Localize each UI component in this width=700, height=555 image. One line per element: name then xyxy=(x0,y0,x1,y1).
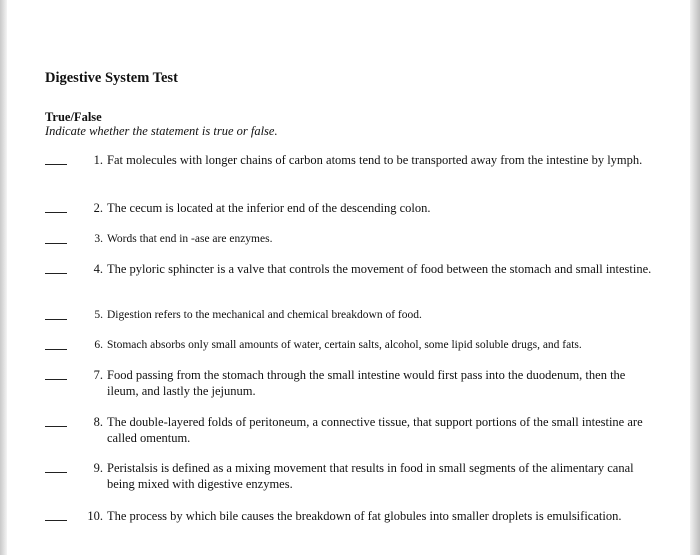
question-text: Fat molecules with longer chains of carbon atoms tend to be transported away from the intestine by lymph. xyxy=(107,153,643,167)
question-number: 7. xyxy=(93,368,103,382)
answer-blank[interactable] xyxy=(45,319,67,320)
question-text: The double-layered folds of peritoneum, a connective tissue, that support portions of the small intestine are called omentum. xyxy=(107,415,643,445)
question-number: 6. xyxy=(94,339,103,351)
page-edge-right xyxy=(690,0,700,555)
question-text: The process by which bile causes the breakdown of fat globules into smaller droplets is emulsification. xyxy=(107,509,622,523)
question-number: 5. xyxy=(94,309,103,321)
question-text: Food passing from the stomach through the small intestine would first pass into the duodenum, then the ileum, and lastly the jejunum. xyxy=(107,368,626,398)
question-number: 4. xyxy=(93,262,103,276)
answer-blank[interactable] xyxy=(45,349,67,350)
question-number: 2. xyxy=(93,201,103,215)
answer-blank[interactable] xyxy=(45,379,67,380)
answer-blank[interactable] xyxy=(45,164,67,165)
question-text: Stomach absorbs only small amounts of water, certain salts, alcohol, some lipid soluble drugs, and fats. xyxy=(107,339,582,351)
question-number: 10. xyxy=(87,509,103,523)
page-edge-left xyxy=(0,0,7,555)
answer-blank[interactable] xyxy=(45,472,67,473)
answer-blank[interactable] xyxy=(45,426,67,427)
question-text: The cecum is located at the inferior end of the descending colon. xyxy=(107,201,431,215)
answer-blank[interactable] xyxy=(45,273,67,274)
answer-blank[interactable] xyxy=(45,520,67,521)
question-number: 1. xyxy=(93,153,103,167)
section-instructions: Indicate whether the statement is true or false. xyxy=(45,124,278,138)
question-number: 3. xyxy=(94,233,103,245)
answer-blank[interactable] xyxy=(45,212,67,213)
test-title: Digestive System Test xyxy=(45,70,178,86)
question-text: Words that end in -ase are enzymes. xyxy=(107,233,273,245)
section-title: True/False xyxy=(45,110,102,124)
answer-blank[interactable] xyxy=(45,243,67,244)
question-number: 8. xyxy=(93,415,103,429)
question-text: Peristalsis is defined as a mixing movement that results in food in small segments of the alimentary canal being mixed with digestive enzymes. xyxy=(107,461,634,491)
question-text: Digestion refers to the mechanical and chemical breakdown of food. xyxy=(107,309,422,321)
question-text: The pyloric sphincter is a valve that controls the movement of food between the stomach and small intestine. xyxy=(107,262,652,276)
question-number: 9. xyxy=(93,461,103,475)
